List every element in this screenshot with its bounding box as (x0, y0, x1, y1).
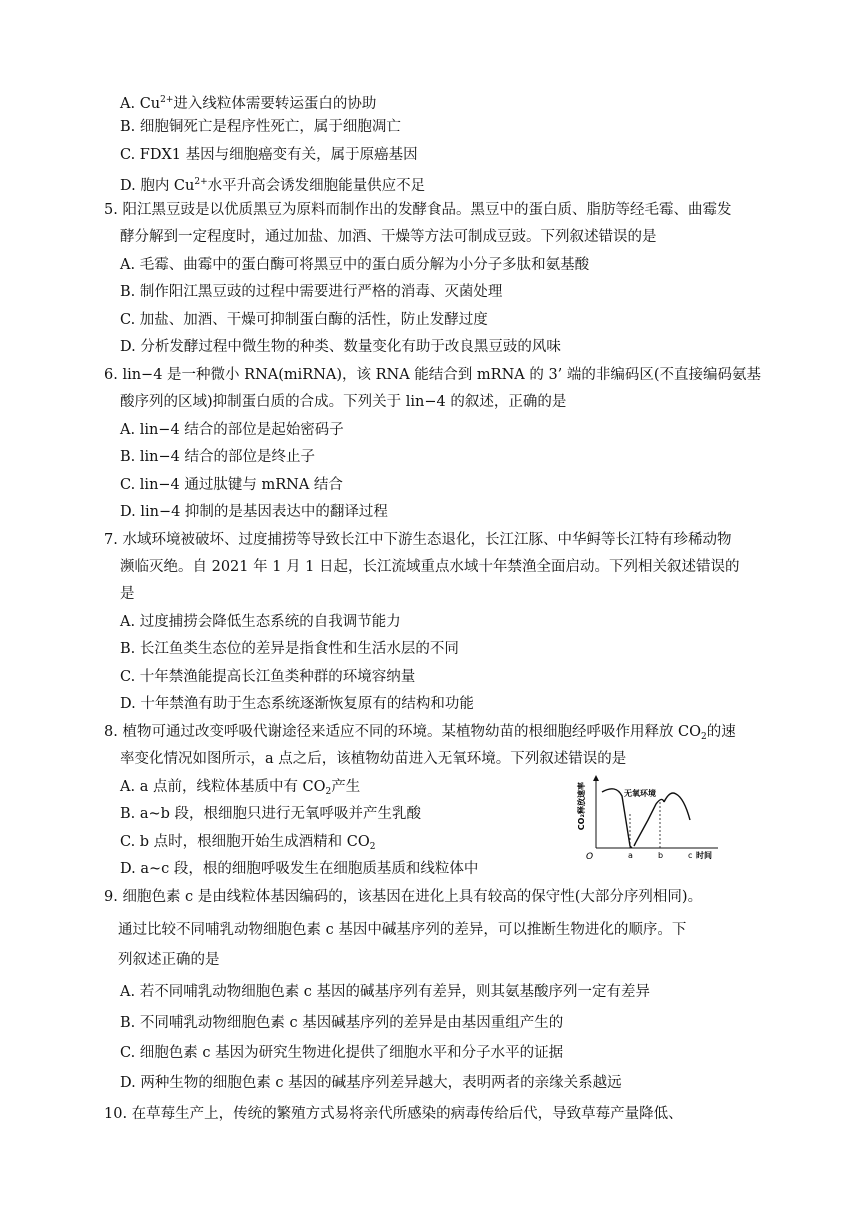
q8-stem-line1-prefix: 8. 植物可通过改变呼吸代谢途径来适应不同的环境。某植物幼苗的根细胞经呼吸作用释放 CO (104, 724, 702, 740)
q4-option-a-sup: 2+ (160, 95, 174, 105)
q7-option-c: C. 十年禁渔能提高长江鱼类种群的环境容纳量 (120, 669, 416, 685)
q9-option-b: B. 不同哺乳动物细胞色素 c 基因碱基序列的差异是由基因重组产生的 (120, 1015, 564, 1031)
tick-a: a (628, 851, 633, 860)
q4-option-b: B. 细胞铜死亡是程序性死亡，属于细胞凋亡 (120, 119, 401, 135)
q9-stem-line2: 通过比较不同哺乳动物细胞色素 c 基因中碱基序列的差异，可以推断生物进化的顺序。下 (118, 922, 687, 938)
q9-stem-line1: 9. 细胞色素 c 是由线粒体基因编码的，该基因在进化上具有较高的保守性(大部分序列相同)。 (104, 889, 703, 905)
q5-option-d: D. 分析发酵过程中微生物的种类、数量变化有助于改良黑豆豉的风味 (120, 339, 561, 355)
q5-stem-line1: 5. 阳江黑豆豉是以优质黑豆为原料而制作出的发酵食品。黑豆中的蛋白质、脂肪等经毛霉、曲霉发 (104, 202, 732, 218)
q7-option-a: A. 过度捕捞会降低生态系统的自我调节能力 (120, 614, 401, 630)
q4-option-d (120, 172, 425, 196)
q7-stem-line1: 7. 水域环境被破坏、过度捕捞等导致长江中下游生态退化，长江江豚、中华鲟等长江特有珍稀动物 (104, 532, 732, 548)
q5-option-b: B. 制作阳江黑豆豉的过程中需要进行严格的消毒、灭菌处理 (120, 284, 503, 300)
q6-option-a: A. lin−4 结合的部位是起始密码子 (120, 422, 344, 438)
q4-option-d-prefix: D. 胞内 Cu (120, 178, 195, 194)
q6-stem-line2: 酸序列的区域)抑制蛋白质的合成。下列关于 lin−4 的叙述，正确的是 (120, 394, 567, 410)
q4-option-d-suffix: 水平升高会诱发细胞能量供应不足 (207, 178, 426, 194)
q9-option-d: D. 两种生物的细胞色素 c 基因的碱基序列差异越大，表明两者的亲缘关系越远 (120, 1075, 622, 1091)
anaerobic-annotation: 无氧环境 (624, 789, 656, 798)
q9-option-c: C. 细胞色素 c 基因为研究生物进化提供了细胞水平和分子水平的证据 (120, 1045, 564, 1061)
curve-b-to-c (664, 793, 690, 820)
origin-label: O (586, 852, 594, 862)
q7-option-d: D. 十年禁渔有助于生态系统逐渐恢复原有的结构和功能 (120, 696, 474, 712)
q7-option-b: B. 长江鱼类生态位的差异是指食性和生活水层的不同 (120, 641, 459, 657)
q5-option-c: C. 加盐、加酒、干燥可抑制蛋白酶的活性，防止发酵过度 (120, 312, 488, 328)
q4-option-a-suffix: 进入线粒体需要转运蛋白的协助 (173, 96, 377, 112)
q6-option-c: C. lin−4 通过肽键与 mRNA 结合 (120, 477, 343, 493)
curve-trough (630, 842, 636, 848)
y-axis-label: CO₂释放速率 (577, 782, 586, 831)
q5-option-a: A. 毛霉、曲霉中的蛋白酶可将黑豆中的蛋白质分解为小分子多肽和氨基酸 (120, 257, 590, 273)
q8-stem-line1-suffix: 的速 (706, 724, 736, 740)
q4-option-d-sup: 2+ (194, 177, 208, 187)
q4-option-c: C. FDX1 基因与细胞癌变有关，属于原癌基因 (120, 147, 418, 163)
q5-stem-line2: 酵分解到一定程度时，通过加盐、加酒、干燥等方法可制成豆豉。下列叙述错误的是 (120, 229, 657, 245)
q8-option-b: B. a~b 段，根细胞只进行无氧呼吸并产生乳酸 (120, 806, 422, 822)
q8-stem-line1 (104, 722, 736, 747)
q6-stem-line1: 6. lin−4 是一种微小 RNA(miRNA)，该 RNA 能结合到 mRNA 的 3’ 端的非编码区(不直接编码氨基 (104, 367, 762, 383)
tick-c: c (688, 851, 693, 860)
q7-stem-line3: 是 (120, 586, 135, 602)
tick-b: b (658, 851, 664, 860)
q4-option-a-prefix: A. Cu (120, 96, 161, 112)
q9-option-a: A. 若不同哺乳动物细胞色素 c 基因的碱基序列有差异，则其氨基酸序列一定有差异 (120, 984, 651, 1000)
q8-option-a (120, 777, 360, 802)
q8-stem-line1-sub: 2 (701, 732, 707, 742)
q9-stem-line3: 列叙述正确的是 (118, 952, 220, 968)
co2-release-rate-graph (572, 772, 720, 864)
q8-option-c (120, 832, 376, 857)
q8-option-a-prefix: A. a 点前，线粒体基质中有 CO (120, 779, 326, 795)
q4-option-a (120, 90, 376, 114)
x-axis-label: 时间 (696, 851, 712, 860)
q8-option-c-prefix: C. b 点时，根细胞开始生成酒精和 CO (120, 834, 370, 850)
q7-stem-line2: 濒临灭绝。自 2021 年 1 月 1 日起，长江流域重点水域十年禁渔全面启动。下列相关叙述错误的 (120, 559, 740, 575)
q8-option-d: D. a~c 段，根的细胞呼吸发生在细胞质基质和线粒体中 (120, 861, 479, 877)
q8-option-a-sub: 2 (325, 787, 332, 797)
q8-option-c-sub: 2 (369, 842, 376, 852)
q6-option-d: D. lin−4 抑制的是基因表达中的翻译过程 (120, 504, 388, 520)
q8-stem-line2: 率变化情况如图所示，a 点之后，该植物幼苗进入无氧环境。下列叙述错误的是 (120, 751, 627, 767)
q8-option-a-suffix: 产生 (331, 779, 361, 795)
q10-stem-line1: 10. 在草莓生产上，传统的繁殖方式易将亲代所感染的病毒传给后代，导致草莓产量降低、 (104, 1106, 683, 1122)
q6-option-b: B. lin−4 结合的部位是终止子 (120, 449, 315, 465)
